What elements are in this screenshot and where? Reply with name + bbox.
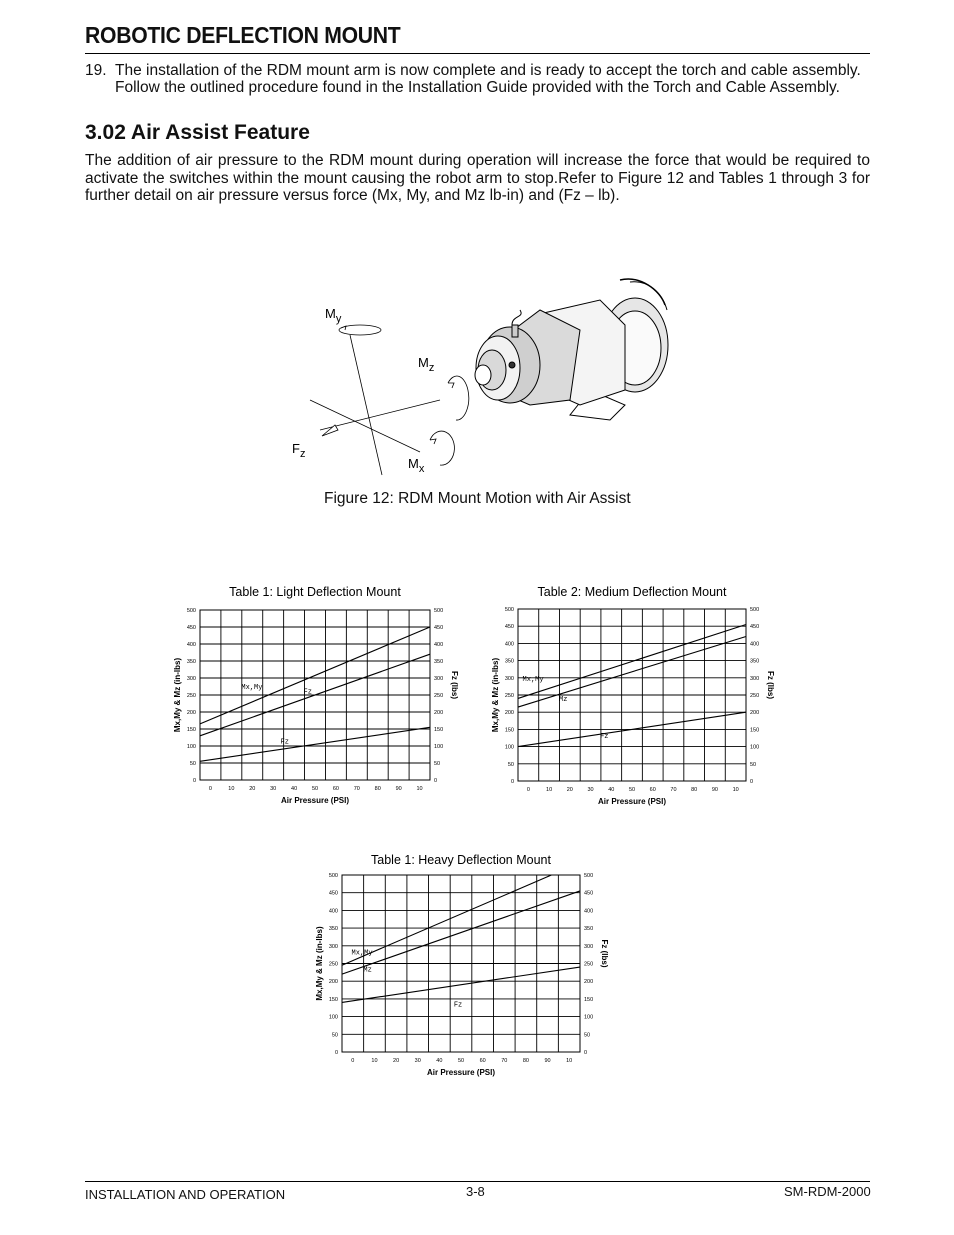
- series-line-mxmy: [518, 624, 746, 698]
- footer-left: INSTALLATION AND OPERATION: [85, 1187, 286, 1202]
- mx-rotation: [430, 431, 454, 465]
- y-tick-label: 500: [186, 608, 196, 614]
- x-axis-label: Air Pressure (PSI): [280, 796, 350, 805]
- x-tick-label: 90: [544, 1058, 551, 1064]
- y2-tick-label: 500: [434, 608, 444, 614]
- fz-axis-line: [320, 400, 440, 430]
- figure-12-illustration: [280, 270, 700, 480]
- chart-title: Table 2: Medium Deflection Mount: [537, 585, 727, 599]
- curve-label: Mx,My: [241, 683, 263, 692]
- chart-title: Table 1: Heavy Deflection Mount: [371, 853, 551, 867]
- chart-light-deflection: [170, 582, 470, 812]
- y-tick-label: 300: [328, 943, 338, 950]
- y2-tick-label: 0: [750, 779, 754, 785]
- y-tick-label: 450: [328, 890, 338, 897]
- section-paragraph: The addition of air pressure to the RDM mount during operation will increase the force that would be required to activate the switches within the mount causing the robot arm to stop.Refer to Figure 12 and Tables 1 through 3 for further detail on air pressure versus force (Mx, My, and Mz lb-in) and (Fz – lb).: [85, 152, 870, 204]
- x-axis-label: Air Pressure (PSI): [426, 1068, 496, 1077]
- x-tick-label: 70: [670, 787, 677, 793]
- step-number: 19.: [85, 62, 107, 79]
- y-axis-label: Mx,My & Mz (in-lbs): [491, 657, 500, 733]
- y2-axis-label: Fz (lbs): [450, 671, 459, 699]
- y-tick-label: 100: [328, 1014, 338, 1021]
- y2-tick-label: 100: [584, 1014, 594, 1021]
- step-text: The installation of the RDM mount arm is now complete and is ready to accept the torch and cable assembly. Follow the outlined procedure found in the Installation Guide provided with the Torch and Cable Assembly.: [115, 62, 861, 96]
- y2-tick-label: 350: [584, 926, 594, 933]
- y-tick-label: 50: [331, 1032, 338, 1039]
- x-tick-label: 0: [526, 787, 530, 793]
- series-line-mxmy: [342, 875, 551, 965]
- y-tick-label: 350: [186, 659, 196, 665]
- x-tick-label: 20: [566, 787, 573, 793]
- y2-tick-label: 250: [584, 961, 594, 968]
- x-tick-label: 50: [457, 1058, 465, 1064]
- x-tick-label: 90: [711, 787, 718, 793]
- header-rule: [85, 53, 870, 54]
- x-tick-label: 20: [249, 786, 256, 792]
- x-tick-label: 10: [416, 786, 423, 792]
- x-tick-label: 80: [522, 1058, 529, 1064]
- x-tick-label: 60: [649, 787, 656, 793]
- x-tick-label: 30: [587, 787, 594, 793]
- series-line-mz: [518, 637, 746, 708]
- x-tick-label: 80: [691, 787, 698, 793]
- mz-label: $M_z$: [418, 355, 435, 374]
- y-tick-label: 400: [504, 641, 514, 648]
- y-tick-label: 400: [328, 908, 338, 915]
- page-title: ROBOTIC DEFLECTION MOUNT: [85, 22, 401, 48]
- y2-tick-label: 50: [434, 761, 441, 767]
- y-tick-label: 350: [504, 658, 514, 665]
- x-tick-label: 10: [228, 786, 235, 792]
- y2-tick-label: 50: [750, 761, 757, 768]
- x-tick-label: 30: [270, 786, 277, 792]
- series-line-fz: [200, 727, 430, 761]
- y-tick-label: 450: [186, 625, 196, 631]
- rdm-mount-drawing: [475, 279, 668, 420]
- y-tick-label: 500: [504, 607, 514, 613]
- y2-tick-label: 400: [584, 908, 594, 915]
- y-tick-label: 150: [504, 727, 514, 734]
- y-tick-label: 50: [507, 761, 514, 768]
- y2-tick-label: 150: [434, 727, 444, 733]
- footer-page-number: 3-8: [466, 1184, 485, 1199]
- y-tick-label: 100: [186, 744, 196, 750]
- y2-tick-label: 400: [434, 642, 444, 648]
- y-tick-label: 150: [186, 727, 196, 733]
- y2-tick-label: 350: [750, 658, 760, 665]
- curve-label: Mz: [559, 695, 568, 704]
- y2-tick-label: 300: [434, 676, 444, 682]
- curve-label: Mx,My: [351, 949, 373, 958]
- chart-title: Table 1: Light Deflection Mount: [229, 585, 401, 599]
- y-tick-label: 350: [328, 926, 338, 933]
- x-tick-label: 10: [371, 1058, 378, 1064]
- figure-caption: Figure 12: RDM Mount Motion with Air Assist: [324, 490, 631, 507]
- y-tick-label: 150: [328, 996, 338, 1003]
- y2-tick-label: 250: [750, 693, 760, 699]
- y2-tick-label: 450: [584, 890, 594, 897]
- my-axis: [350, 335, 382, 475]
- fz-label: $F_z$: [292, 441, 306, 460]
- y2-tick-label: 0: [434, 778, 438, 784]
- y2-tick-label: 0: [584, 1050, 588, 1056]
- y-tick-label: 200: [186, 710, 196, 716]
- curve-label: Fz: [280, 738, 289, 747]
- y2-tick-label: 200: [434, 710, 444, 716]
- y-tick-label: 0: [334, 1050, 338, 1056]
- series-line-mxmy: [200, 627, 430, 724]
- y-tick-label: 250: [328, 961, 338, 968]
- x-tick-label: 10: [732, 787, 739, 793]
- y-tick-label: 200: [328, 979, 338, 986]
- x-tick-label: 20: [393, 1058, 400, 1064]
- x-axis-label: Air Pressure (PSI): [597, 797, 667, 806]
- y-tick-label: 300: [186, 676, 196, 682]
- y2-tick-label: 200: [584, 979, 594, 986]
- y2-tick-label: 450: [750, 624, 760, 631]
- y-tick-label: 500: [328, 873, 338, 879]
- curve-label: Fz: [453, 1001, 463, 1010]
- curve-label: Mx,My: [522, 676, 544, 685]
- section-title: 3.02 Air Assist Feature: [85, 121, 310, 144]
- x-tick-label: 80: [374, 786, 381, 792]
- y-tick-label: 0: [192, 778, 196, 784]
- x-tick-label: 40: [436, 1058, 443, 1064]
- y2-axis-label: Fz (lbs): [766, 671, 775, 699]
- y2-axis-label: Fz (lbs): [600, 939, 609, 968]
- y-tick-label: 100: [504, 744, 514, 751]
- x-tick-label: 0: [351, 1058, 355, 1064]
- y2-tick-label: 250: [434, 693, 444, 699]
- series-line-fz: [342, 967, 580, 1002]
- y2-tick-label: 300: [750, 675, 760, 682]
- x-tick-label: 60: [479, 1058, 486, 1064]
- footer-rule: [85, 1181, 870, 1182]
- y-tick-label: 200: [504, 710, 514, 717]
- y2-tick-label: 150: [584, 996, 594, 1003]
- x-tick-label: 40: [291, 786, 298, 792]
- x-tick-label: 90: [395, 786, 402, 792]
- y-tick-label: 50: [189, 761, 196, 767]
- x-tick-label: 70: [501, 1058, 508, 1064]
- x-tick-label: 40: [608, 787, 615, 793]
- y2-tick-label: 500: [750, 607, 760, 613]
- chart-medium-deflection: [488, 582, 798, 812]
- y2-tick-label: 100: [750, 744, 760, 751]
- y2-tick-label: 400: [750, 641, 760, 648]
- x-tick-label: 50: [311, 786, 319, 792]
- y2-tick-label: 150: [750, 727, 760, 734]
- step-19: [85, 62, 875, 96]
- curve-label: Fz: [303, 688, 312, 697]
- x-tick-label: 30: [414, 1058, 421, 1064]
- y-tick-label: 400: [186, 642, 196, 648]
- y2-tick-label: 100: [434, 744, 444, 750]
- y2-tick-label: 200: [750, 710, 760, 717]
- x-tick-label: 10: [546, 787, 553, 793]
- y2-tick-label: 350: [434, 659, 444, 665]
- y-tick-label: 250: [186, 693, 196, 699]
- mx-label: $M_x$: [408, 456, 425, 475]
- y2-tick-label: 450: [434, 625, 444, 631]
- curve-label: Mz: [363, 966, 372, 975]
- x-tick-label: 10: [566, 1058, 573, 1064]
- y-tick-label: 450: [504, 624, 514, 631]
- y-axis-label: Mx,My & Mz (in-lbs): [173, 657, 182, 733]
- x-tick-label: 70: [353, 786, 360, 792]
- y-axis-label: Mx,My & Mz (in-lbs): [315, 926, 324, 1001]
- y-tick-label: 250: [504, 693, 514, 699]
- mx-axis-line: [310, 400, 420, 452]
- y2-tick-label: 500: [584, 873, 594, 879]
- y2-tick-label: 300: [584, 943, 594, 950]
- y2-tick-label: 50: [584, 1032, 591, 1039]
- series-line-mz: [342, 891, 580, 974]
- y-tick-label: 0: [510, 779, 514, 785]
- x-tick-label: 60: [332, 786, 339, 792]
- y-tick-label: 300: [504, 675, 514, 682]
- x-tick-label: 50: [628, 787, 636, 793]
- chart-heavy-deflection: [312, 850, 612, 1080]
- my-label: $M_y$: [325, 306, 342, 325]
- curve-label: Fz: [600, 733, 609, 741]
- x-tick-label: 0: [208, 786, 212, 792]
- fz-arrow: [322, 425, 338, 436]
- footer-right: SM-RDM-2000: [784, 1184, 871, 1199]
